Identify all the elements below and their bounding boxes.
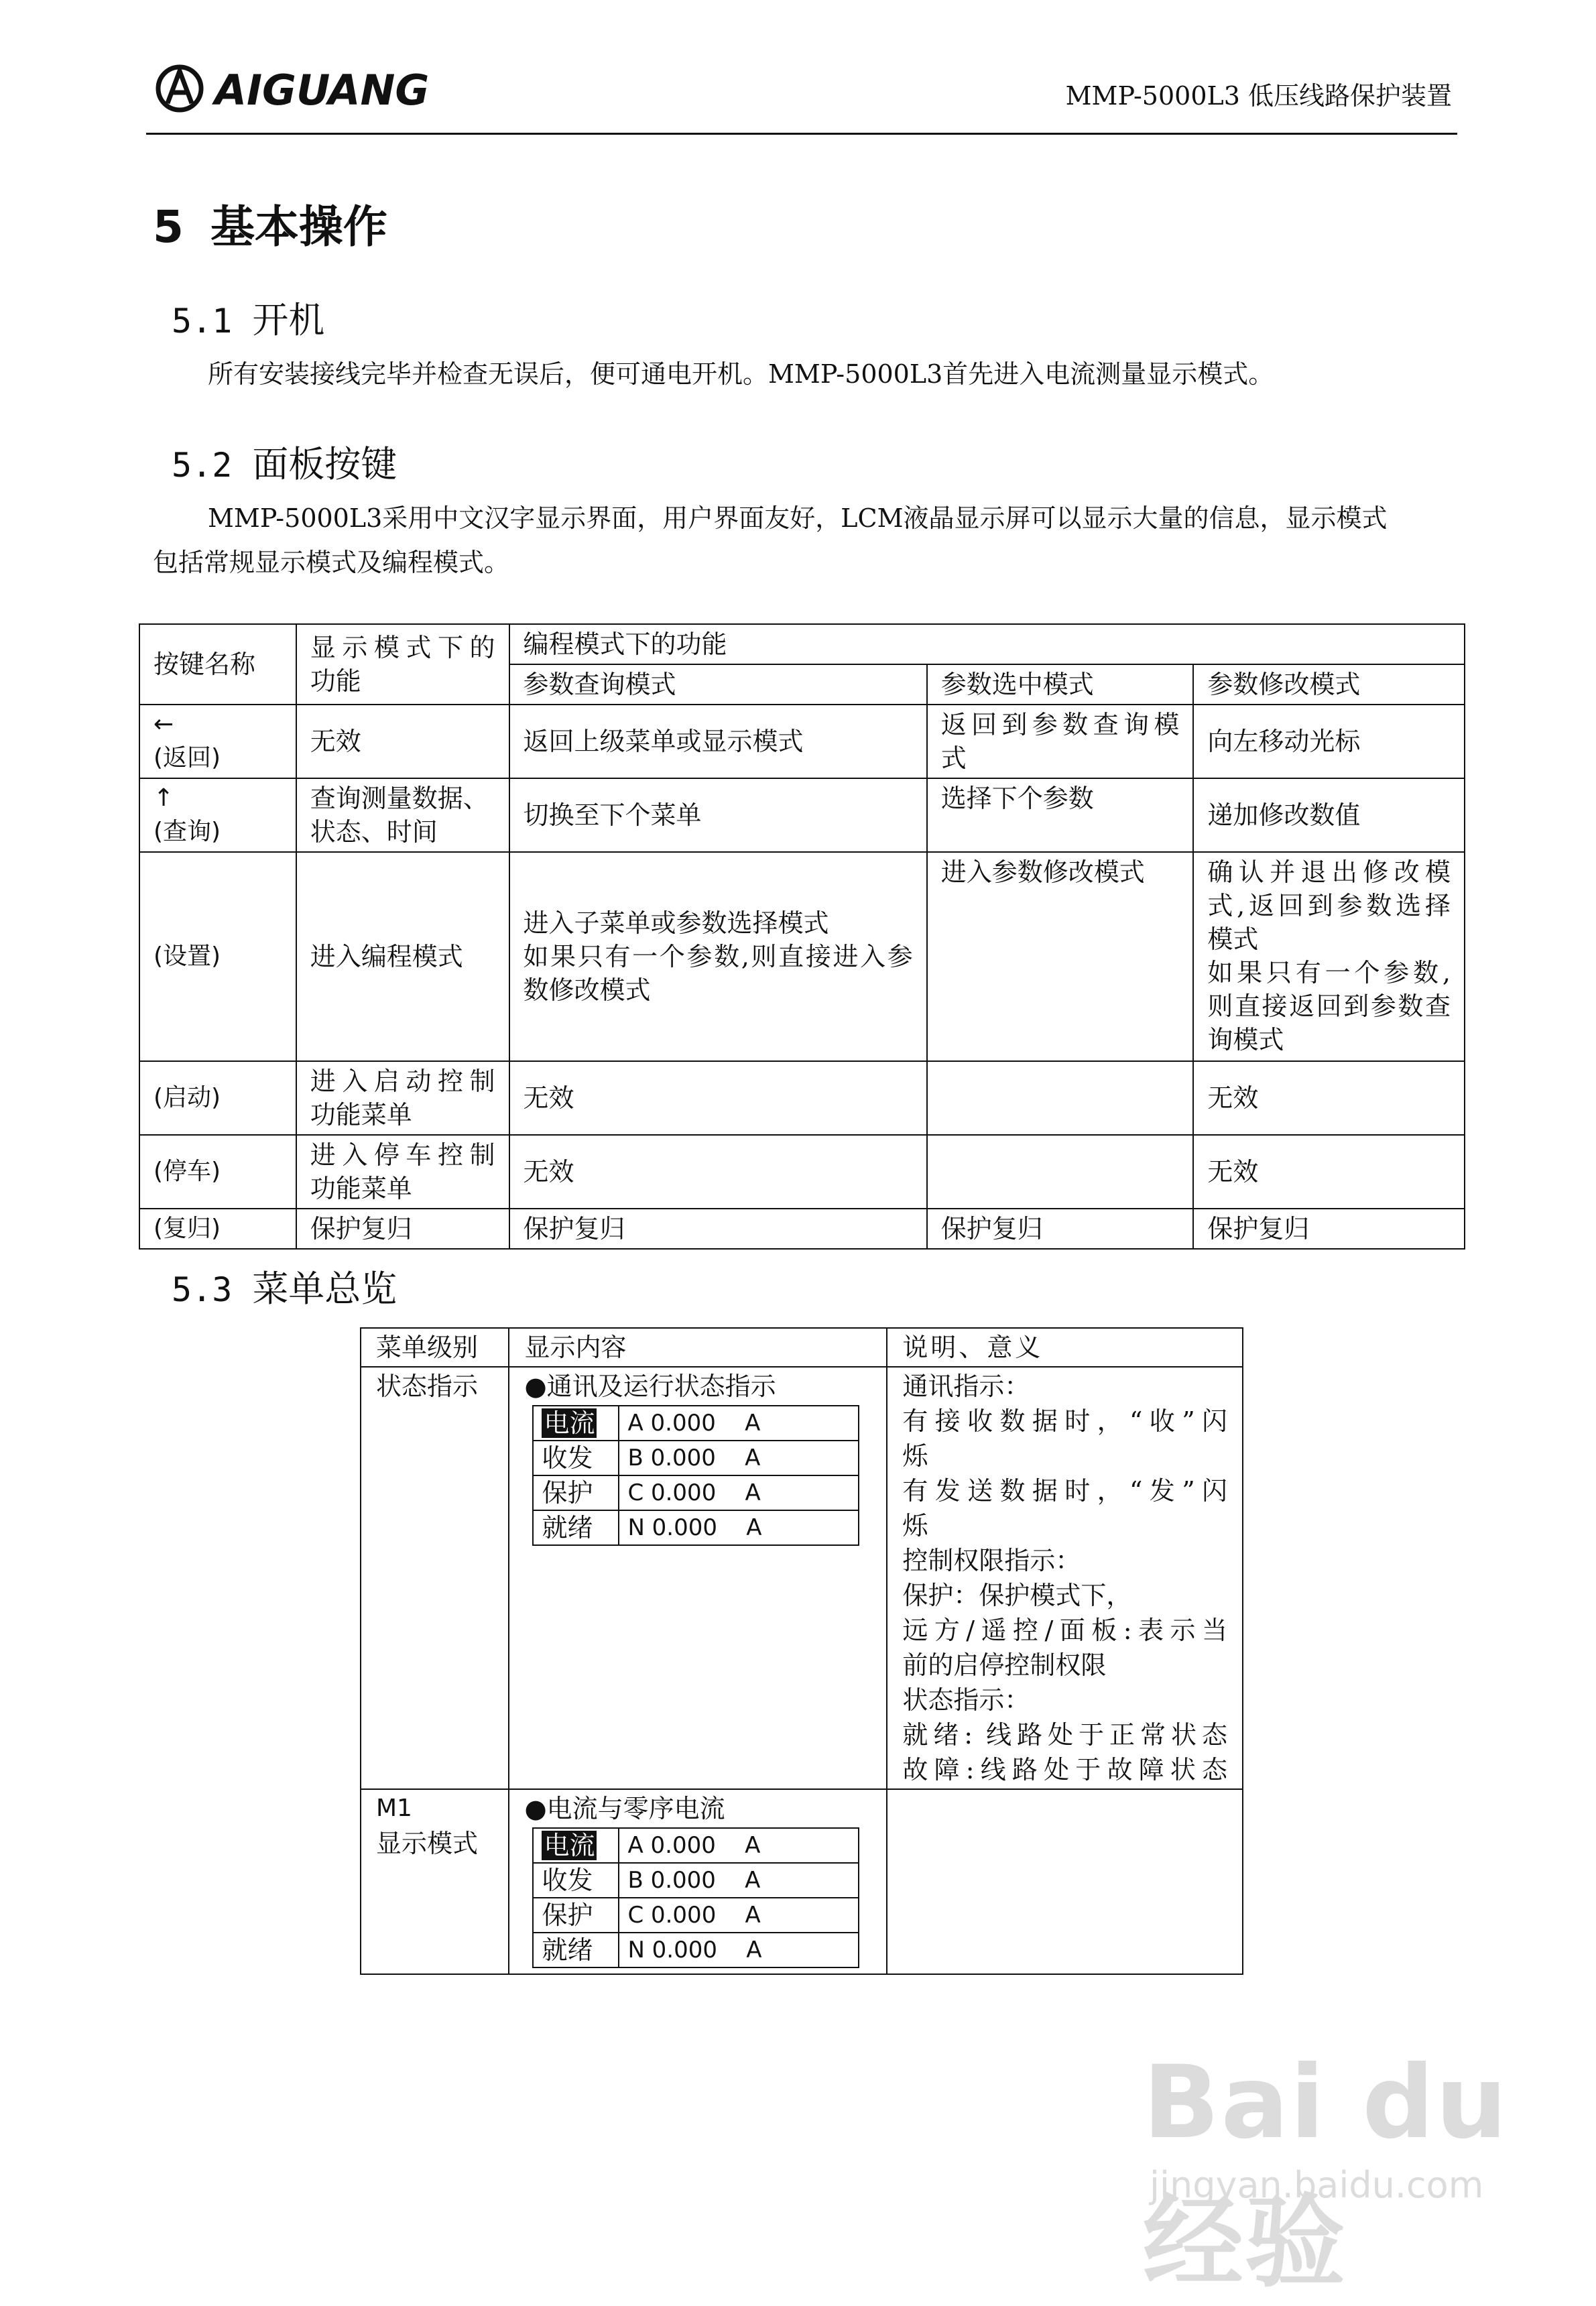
lcd-label: 保护 (533, 1475, 619, 1510)
menu-overview-table (360, 1327, 1243, 1975)
header-title: MMP-5000L3 低压线路保护装置 (1065, 81, 1452, 111)
lcd-value: C 0.000 A (619, 1898, 859, 1933)
cell: 进入停车控制 功能菜单 (296, 1135, 509, 1209)
lcd-value: N 0.000 A (619, 1933, 859, 1967)
subsection-heading-5-2 (172, 436, 397, 487)
baidu-watermark (1143, 2045, 1518, 2301)
cell: 返回上级菜单或显示模式 (509, 705, 927, 778)
header-select-mode: 参数选中模式 (927, 664, 1194, 705)
subsection-number: 5.2 (172, 446, 233, 485)
lcd-value: A 0.000 A (619, 1406, 859, 1441)
key-query: ↑ (查询) (139, 778, 296, 852)
subsection-title: 面板按键 (252, 443, 397, 485)
table-row (139, 705, 1465, 778)
cell: 无效 (509, 1061, 927, 1135)
bullet-item: ●通讯及运行状态指示 (524, 1372, 776, 1401)
cell: 向左移动光标 (1193, 705, 1465, 778)
bullet-item: ●电流与零序电流 (524, 1794, 725, 1823)
table-row (139, 1135, 1465, 1209)
key-start: (启动) (139, 1061, 296, 1135)
table-row (139, 1209, 1465, 1249)
lcd-label: 收发 (533, 1863, 619, 1898)
up-arrow-icon: ↑ (154, 784, 174, 812)
paragraph-panel-line1: MMP-5000L3采用中文汉字显示界面，用户界面友好，LCM液晶显示屏可以显示大量的信息，显示模式 (208, 503, 1388, 533)
header-display-content: 显示内容 (509, 1328, 887, 1367)
section-heading (153, 191, 387, 255)
paragraph-power-on: 所有安装接线完毕并检查无误后，便可通电开机。MMP-5000L3首先进入电流测量显示模式。 (208, 359, 1274, 389)
subsection-title: 开机 (252, 299, 325, 341)
header-key-name: 按键名称 (139, 624, 296, 705)
lcd-label: 收发 (533, 1441, 619, 1475)
header-divider (146, 133, 1457, 135)
aiguang-logo (153, 62, 461, 115)
cell: 查询测量数据、 状态、时间 (296, 778, 509, 852)
lcd-label: 就绪 (533, 1933, 619, 1967)
lcd-value: A 0.000 A (619, 1828, 859, 1863)
section-title: 基本操作 (210, 201, 387, 253)
table-row (139, 778, 1465, 852)
lcd-value: C 0.000 A (619, 1475, 859, 1510)
table-row (361, 1367, 1243, 1789)
cell: 无效 (509, 1135, 927, 1209)
cell: 保护复归 (296, 1209, 509, 1249)
logo-text: AIGUANG (214, 66, 430, 115)
lcd-label: 就绪 (533, 1510, 619, 1545)
lcd-value: B 0.000 A (619, 1863, 859, 1898)
lcd-label: 电流 (533, 1406, 619, 1441)
cell: 返回到参数查询模 式 (927, 705, 1194, 778)
header-display-mode: 显示模式下的 功能 (296, 624, 509, 705)
cell: 无效 (1193, 1061, 1465, 1135)
cell: 无效 (296, 705, 509, 778)
cell: 递加修改数值 (1193, 778, 1465, 852)
key-back: ← (返回) (139, 705, 296, 778)
cell (927, 1135, 1194, 1209)
menu-level: 状态指示 (361, 1367, 509, 1789)
subsection-number: 5.1 (172, 302, 233, 341)
subsection-heading-5-3 (172, 1260, 397, 1312)
table-row (139, 1061, 1465, 1135)
cell: 切换至下个菜单 (509, 778, 927, 852)
header-menu-level: 菜单级别 (361, 1328, 509, 1367)
subsection-number: 5.3 (172, 1270, 233, 1309)
header-modify-mode: 参数修改模式 (1193, 664, 1465, 705)
lcd-display (532, 1405, 859, 1546)
cell (927, 1061, 1194, 1135)
cell: 选择下个参数 (927, 778, 1194, 852)
display-content (509, 1367, 887, 1789)
header-description: 说明、意义 (887, 1328, 1243, 1367)
paragraph-panel-line2: 包括常规显示模式及编程模式。 (153, 548, 510, 577)
lcd-value: N 0.000 A (619, 1510, 859, 1545)
lcd-display (532, 1827, 859, 1968)
header-query-mode: 参数查询模式 (509, 664, 927, 705)
key-stop: (停车) (139, 1135, 296, 1209)
watermark-url: jingyan.baidu.com (1150, 2164, 1484, 2206)
cell: 保护复归 (509, 1209, 927, 1249)
description (887, 1789, 1243, 1974)
cell: 确认并退出修改模 式,返回到参数选择 模式 如果只有一个参数, 则直接返回到参数查 询模式 (1193, 852, 1465, 1061)
panel-keys-table (139, 623, 1465, 1250)
subsection-heading-5-1 (172, 292, 324, 343)
cell: 进入编程模式 (296, 852, 509, 1061)
cell: 保护复归 (1193, 1209, 1465, 1249)
key-reset: (复归) (139, 1209, 296, 1249)
section-number: 5 (153, 201, 184, 253)
cell: 进入参数修改模式 (927, 852, 1194, 1061)
watermark-logo: Bai du 经验 (1143, 2045, 1509, 2301)
key-set: (设置) (139, 852, 296, 1061)
lcd-label: 电流 (533, 1828, 619, 1863)
header-programming-mode: 编程模式下的功能 (509, 624, 1465, 664)
lcd-label: 保护 (533, 1898, 619, 1933)
description: 通讯指示： 有接收数据时，“收”闪 烁 有发送数据时，“发”闪 烁 控制权限指示： 保护：保护模式下， 远方/遥控/面板:表示当 前的启停控制权限 状态指示： 就绪: 线路处于正常状态 故障:线路处于故障状态 (887, 1367, 1243, 1789)
table-row (139, 852, 1465, 1061)
cell: 进入子菜单或参数选择模式 如果只有一个参数,则直接进入参 数修改模式 (509, 852, 927, 1061)
table-row (361, 1789, 1243, 1974)
lcd-value: B 0.000 A (619, 1441, 859, 1475)
left-arrow-icon: ← (154, 711, 174, 738)
subsection-title: 菜单总览 (252, 1268, 397, 1310)
display-content (509, 1789, 887, 1974)
menu-level: M1 显示模式 (361, 1789, 509, 1974)
cell: 无效 (1193, 1135, 1465, 1209)
cell: 保护复归 (927, 1209, 1194, 1249)
cell: 进入启动控制 功能菜单 (296, 1061, 509, 1135)
